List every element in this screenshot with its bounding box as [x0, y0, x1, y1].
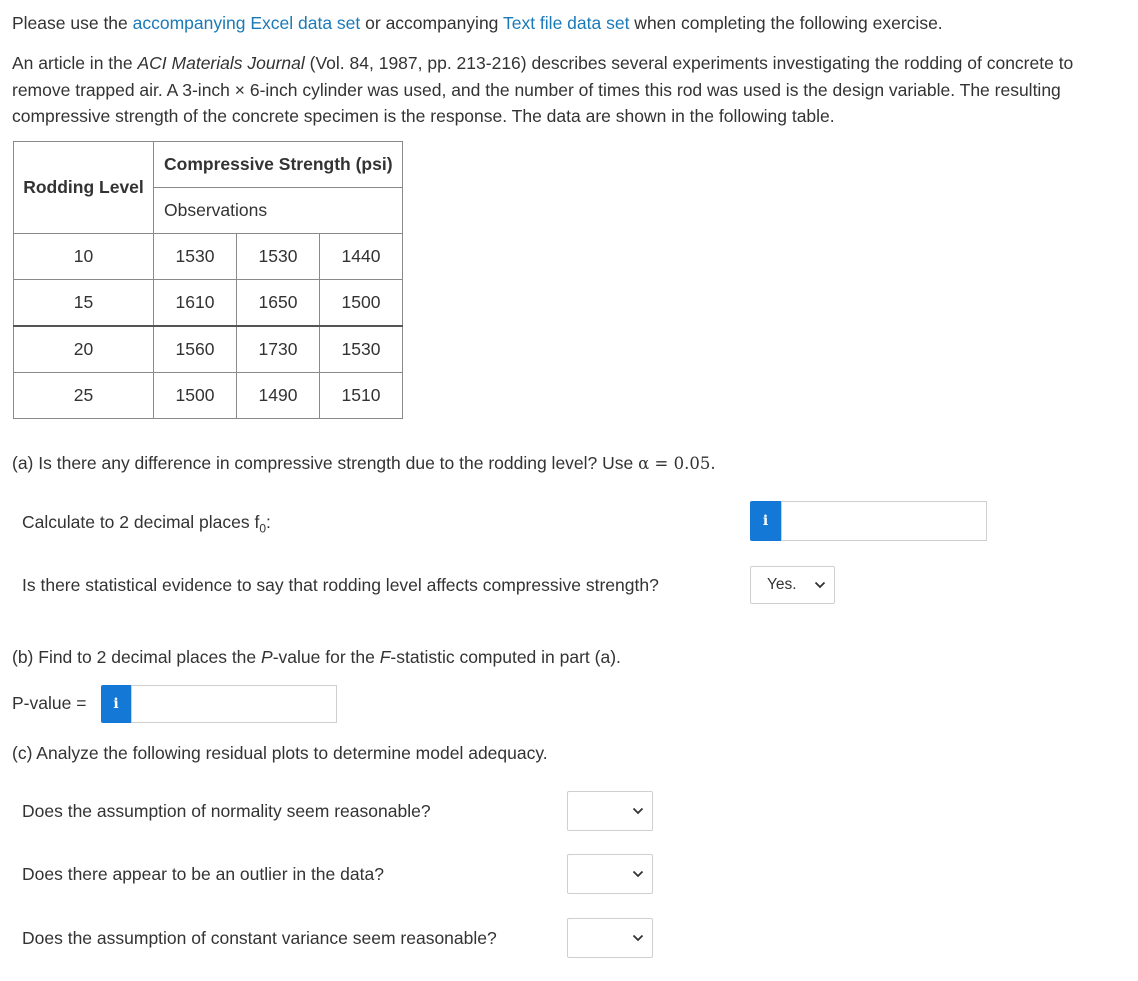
normality-question: Does the assumption of normality seem reasonable? — [22, 801, 431, 821]
table-row — [14, 373, 403, 419]
data-table — [13, 141, 403, 419]
chevron-down-icon — [632, 807, 644, 815]
evidence-select-value: Yes. — [767, 576, 797, 593]
compressive-strength-header: Compressive Strength (psi) — [154, 142, 403, 188]
chevron-down-icon — [632, 870, 644, 878]
observation-cell: 1500 — [320, 280, 403, 327]
problem-description: An article in the ACI Materials Journal (Vol. 84, 1987, pp. 213-216) describes several experiments investigating the rodding of concrete to remove trapped air. A 3-inch × 6-inch cylinder was used, and the number of times this rod was used is the design variable. The resulting compressive strength of the concrete specimen is the response. The data are shown in the following table. — [12, 53, 1074, 126]
rodding-level-cell: 25 — [14, 373, 154, 419]
observation-cell: 1530 — [320, 326, 403, 373]
p-value-input[interactable] — [131, 685, 337, 723]
rodding-level-cell: 15 — [14, 280, 154, 327]
observation-cell: 1500 — [154, 373, 237, 419]
f0-input[interactable] — [781, 501, 987, 541]
outlier-select[interactable] — [567, 854, 653, 894]
observation-cell: 1530 — [237, 234, 320, 280]
rodding-level-cell: 10 — [14, 234, 154, 280]
observation-cell: 1560 — [154, 326, 237, 373]
observation-cell: 1610 — [154, 280, 237, 327]
chevron-down-icon — [814, 581, 826, 589]
observation-cell: 1730 — [237, 326, 320, 373]
evidence-select[interactable] — [750, 566, 835, 604]
part-c-question: (c) Analyze the following residual plots to determine model adequacy. — [12, 743, 548, 763]
f0-label: Calculate to 2 decimal places $f_0$: — [22, 512, 271, 536]
alpha-value: α = 0.05. — [638, 454, 716, 473]
text-file-data-link[interactable]: Text file data set — [502, 13, 630, 33]
outlier-question: Does there appear to be an outlier in the data? — [22, 864, 384, 884]
p-value-info-button[interactable] — [101, 685, 131, 723]
f0-info-button[interactable] — [750, 501, 781, 541]
observation-cell: 1650 — [237, 280, 320, 327]
variance-question: Does the assumption of constant variance seem reasonable? — [22, 928, 497, 948]
evidence-question: Is there statistical evidence to say that rodding level affects compressive strength? — [22, 575, 659, 595]
chevron-down-icon — [632, 934, 644, 942]
table-row — [14, 234, 403, 280]
rodding-level-cell: 20 — [14, 326, 154, 373]
info-icon: i — [113, 696, 119, 712]
p-value-label: P-value = — [12, 693, 87, 713]
observation-cell: 1530 — [154, 234, 237, 280]
excel-data-link[interactable]: accompanying Excel data set — [132, 13, 361, 33]
table-row — [14, 326, 403, 373]
info-icon: i — [762, 513, 769, 529]
observations-header: Observations — [154, 188, 403, 234]
observation-cell: 1490 — [237, 373, 320, 419]
part-b-question: (b) Find to 2 decimal places the P-value for the F-statistic computed in part (a). — [12, 647, 621, 667]
variance-select[interactable] — [567, 918, 653, 958]
journal-title: ACI Materials Journal — [137, 53, 305, 73]
observation-cell: 1440 — [320, 234, 403, 280]
intro-text: Please use the accompanying Excel data set or accompanying Text file data set when completing the following exercise. — [12, 13, 943, 33]
normality-select[interactable] — [567, 791, 653, 831]
rodding-level-header: Rodding Level — [14, 142, 154, 234]
table-row — [14, 280, 403, 327]
part-a-question: (a) Is there any difference in compressive strength due to the rodding level? Use α = 0.05. — [12, 453, 716, 473]
observation-cell: 1510 — [320, 373, 403, 419]
